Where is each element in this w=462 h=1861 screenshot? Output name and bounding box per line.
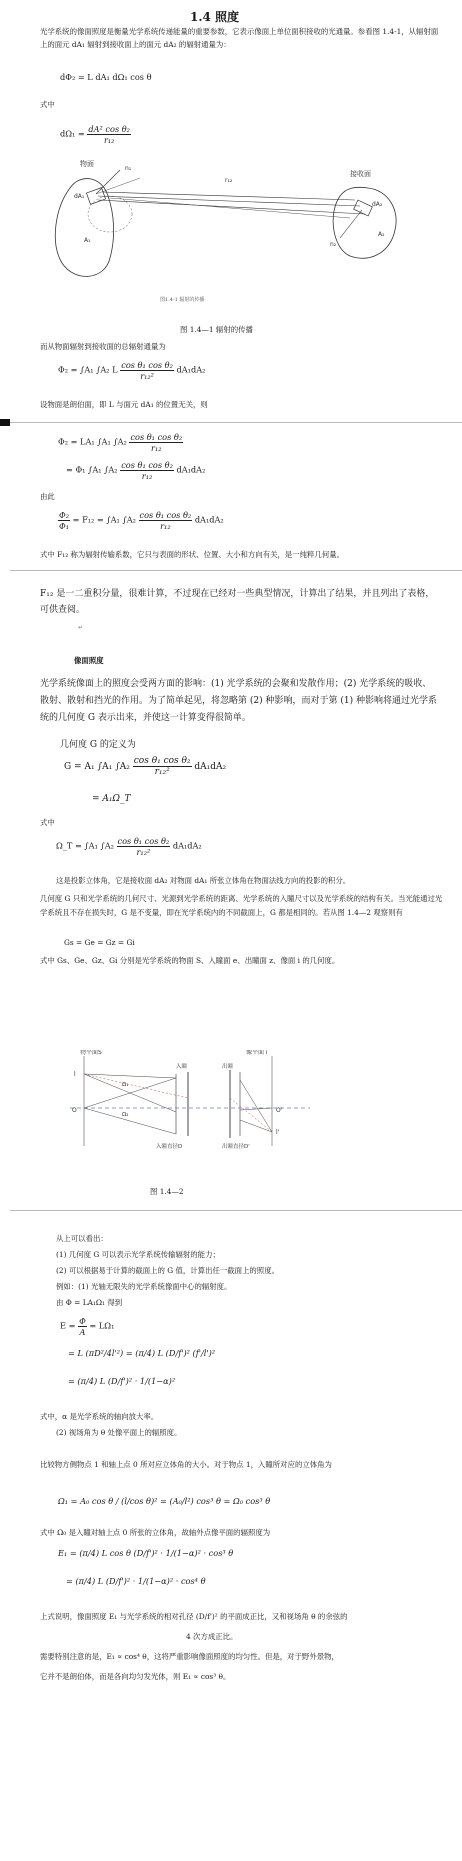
fig1-label-n2: n₂ (330, 241, 337, 248)
intro-paragraph: 光学系统的像面照度是衡量光学系统传递能量的重要参数，它表示像面上单位面积接收的光通量。参看图 1.4-1，从辐射面上的面元 dA₁ 辐射到接收面上的面元 dA₂ 的辐射通量为： (40, 27, 439, 49)
fig1-label-a2: A₂ (378, 231, 385, 238)
fig2-label-object-plane: 物平面S (80, 1050, 102, 1056)
figure-2-optical-system (70, 1050, 310, 1150)
eq5-numerator: cos θ₁ cos θ₂ (139, 510, 192, 520)
list-item-1: (1) 几何度 G 可以表示光学系统传输辐射的能力； (56, 1250, 220, 1259)
equation-9c: = (π/4) L (D/f')² · 1/(1−α)² (68, 1376, 176, 1386)
fig2-label-lp: l' (276, 1129, 280, 1136)
fig2-label-exit-d: 出瞳直径D' (222, 1144, 250, 1150)
section-title-image-illuminance: 像面照度 (74, 656, 104, 665)
fig2-label-op: O' (276, 1107, 283, 1114)
fig2-label-entrance: 入瞳 (176, 1064, 188, 1070)
paragraph-13: 由 Φ = LA₁Ω₁ 得到 (56, 1298, 123, 1307)
eq5-ratio-numerator: Φ₂ (59, 510, 69, 520)
paragraph-4: 由此 (40, 492, 55, 501)
paragraph-10: 几何度 G 只和光学系统的几何尺寸、光源到光学系统的距离、光学系统的入瞳尺寸以及光学系统的结构有关。当光能通过光学系统且不存在损失时，G 是不变量，即在光学系统内的不同截面上，G 都是相同的。若从图 1.4—2 观察则有 (40, 894, 443, 917)
figure-1-small-caption: 图1.4-1 辐射的传播 (160, 297, 205, 303)
eq9a-numerator: Φ (79, 1316, 86, 1326)
eq4b-numerator: cos θ₁ cos θ₂ (121, 460, 173, 470)
eq4a-numerator: cos θ₁ cos θ₂ (130, 432, 183, 442)
eq4b-tail: dA₁dA₂ (176, 464, 206, 475)
paragraph-15: (2) 视场角为 θ 处像平面上的辐照度。 (56, 1428, 182, 1437)
fig2-label-exit: 出瞳 (222, 1064, 234, 1070)
fig2-label-omega2: Ω₂ (122, 1112, 129, 1118)
eq3-tail: dA₁dA₂ (176, 364, 206, 375)
eq7-denominator: r₁₂² (136, 847, 151, 857)
figure-2-caption: 图 1.4—2 (150, 1187, 184, 1196)
where-label-2: 式中 (40, 818, 55, 827)
eq4a-denominator: r₁₂ (151, 443, 162, 453)
paragraph-17: 式中 Ω₀ 是入瞳对轴上点 0 所张的立体角，故轴外点像平面的辐照度为 (40, 1528, 271, 1537)
paragraph-9: 这是投影立体角，它是接收面 dA₂ 对物面 dA₁ 所张立体角在物面法线方向的投影的积分。 (56, 876, 351, 885)
paragraph-11: 式中 Gs、Ge、Gz、Gi 分别是光学系统的物面 S、入瞳面 e、出瞳面 z、像面 i 的几何度。 (40, 956, 340, 965)
paragraph-6: F₁₂ 是一二重积分量，很难计算，不过现在已经对一些典型情况，计算出了结果，并且列出了表格，可供查阅。 (40, 589, 435, 615)
paragraph-5: 式中 F₁₂ 称为辐射传输系数，它只与表面的形状、位置、大小和方向有关，是一纯粹几何量。 (40, 550, 344, 559)
paragraph-19-continued: 它并不是朗伯体，而是各向均匀发光体，则 E₁ ∝ cos³ θ。 (40, 1672, 231, 1681)
equation-9a (60, 1316, 114, 1337)
eq9a-tail: = LΩ₁ (89, 1320, 115, 1331)
eq2-lhs: dΩ₁ = (60, 128, 85, 139)
paragraph-19: 需要特别注意的是，E₁ ∝ cos⁴ θ，这将严重影响像面照度的均匀性。但是，对于野外景物， (40, 1652, 339, 1661)
eq3-numerator: cos θ₁ cos θ₂ (121, 360, 173, 370)
list-item-3: 例如：(1) 光轴无限失的光学系统像面中心的辐射度。 (56, 1282, 232, 1291)
eq7-lhs: Ω_T = ∫A₁ ∫A₂ (56, 840, 114, 851)
page-separator-1 (10, 422, 462, 423)
paragraph-mark-1: ↵ (78, 624, 84, 631)
equation-6b: = A₁Ω_T (92, 794, 131, 804)
eq6-denominator: r₁₂² (154, 767, 170, 777)
eq4b-lhs: = Φ₁ ∫A₁ ∫A₂ (66, 464, 118, 475)
eq6-lhs: G = A₁ ∫A₁ ∫A₂ (64, 762, 130, 772)
fig1-label-da1: dA₁ (74, 193, 85, 200)
paragraph-3: 设物面是朗伯面，即 L 与面元 dA₁ 的位置无关，则 (40, 400, 208, 409)
eq3-lhs: Φ₂ = ∫A₁ ∫A₂ L (58, 364, 118, 375)
eq6-numerator: cos θ₁ cos θ₂ (133, 756, 191, 766)
fig1-label-source: 物面 (80, 160, 94, 168)
equation-1: dΦ₂ = L dA₁ dΩ₁ cos θ (60, 72, 152, 82)
fig2-label-image-plane: 像平面 i (246, 1050, 268, 1056)
eq4b-denominator: r₁₂ (141, 471, 153, 481)
equation-5 (58, 510, 224, 531)
eq2-numerator: dA² cos θ₂ (88, 124, 130, 134)
page-break-marker (0, 419, 10, 426)
eq7-numerator: cos θ₁ cos θ₂ (117, 836, 170, 846)
fig1-label-da2: dA₂ (372, 201, 383, 208)
paragraph-18: 上式说明，像面照度 E₁ 与光学系统的相对孔径 (D/f')² 的平面成正比，又和视场角 θ 的余弦的 (40, 1612, 348, 1621)
paragraph-14: 式中，α 是光学系统的轴向放大率。 (40, 1412, 159, 1421)
fig1-label-r: r₁₂ (225, 177, 233, 184)
equation-7 (56, 836, 202, 857)
page-separator-2 (10, 570, 462, 571)
eq4a-lhs: Φ₂ = LA₁ ∫A₁ ∫A₂ (58, 436, 127, 447)
fig2-label-omega1: Ω₁ (122, 1082, 129, 1088)
where-label-1: 式中 (40, 100, 55, 109)
fig2-label-entrance-d: 入瞳直径D (156, 1144, 183, 1150)
equation-6 (64, 756, 226, 777)
eq6-tail: dA₁dA₂ (194, 762, 227, 772)
equation-9b: = L (πD²/4l'²) = (π/4) L (D/f')² (f'/l')² (68, 1348, 216, 1358)
fig1-label-n1: n₁ (125, 165, 132, 172)
equation-8: Gs = Ge = Gz = Gi (64, 938, 135, 947)
eq5-denominator: r₁₂ (160, 521, 171, 531)
fig2-label-o: O (72, 1107, 77, 1114)
eq7-tail: dA₁dA₂ (172, 840, 202, 851)
eq2-denominator: r₁₂ (103, 135, 115, 145)
eq9a-denominator: A (79, 1327, 86, 1337)
paragraph-8: 几何度 G 的定义为 (60, 740, 136, 750)
equation-10: Ω₁ = A₀ cos θ / (l/cos θ)² = (A₀/l²) cos³ θ = Ω₀ cos³ θ (58, 1496, 271, 1506)
equation-4b (66, 460, 205, 481)
figure-1-radiation-diagram (50, 158, 430, 303)
equation-11a: E₁ = (π/4) L cos θ (D/f')² · 1/(1−α)² · cos³ θ (58, 1548, 234, 1558)
fig1-label-a1: A₁ (84, 237, 91, 244)
fig1-label-receiver: 接收面 (350, 170, 371, 178)
equation-4a (58, 432, 183, 453)
paragraph-16: 比较物方侧物点 1 和轴上点 0 所对应立体角的大小。对于物点 1，入瞳所对应的立体角为 (40, 1460, 332, 1469)
eq5-ratio-denominator: Φ₁ (59, 521, 69, 531)
paragraph-2: 而从物面辐射到接收面的总辐射通量为 (40, 342, 166, 351)
equation-2 (60, 124, 131, 145)
list-item-2: (2) 可以根据易于计算的截面上的 G 值，计算出任一截面上的照度。 (56, 1266, 279, 1275)
page-separator-3 (10, 1210, 462, 1211)
eq5-mid: = F₁₂ = ∫A₁ ∫A₂ (72, 514, 136, 525)
paragraph-7: 光学系统像面上的照度会受两方面的影响：(1) 光学系统的会聚和发散作用；(2) 光学系统的吸收、散射、散射和挡光的作用。为了简单起见，将忽略第 (2) 种影响，而对于第 (1) 种影响将通过光学系统的几何度 G 表示出来，并使这一计算变得很简单。 (40, 679, 437, 723)
eq5-tail: dA₁dA₂ (194, 514, 224, 525)
paragraph-12: 从上可以看出： (56, 1234, 108, 1243)
equation-11b: = (π/4) L (D/f')² · 1/(1−α)² · cos⁴ θ (66, 1576, 206, 1586)
equation-3 (58, 360, 205, 381)
page-title: 1.4 照度 (190, 10, 240, 24)
figure-1-caption: 图 1.4—1 辐射的传播 (180, 325, 253, 334)
eq3-denominator: r₁₂² (140, 371, 154, 381)
paragraph-18-continued: 4 次方成正比。 (186, 1632, 238, 1641)
eq9a-lhs: E = (60, 1320, 76, 1331)
fig2-label-l: l (74, 1071, 76, 1078)
